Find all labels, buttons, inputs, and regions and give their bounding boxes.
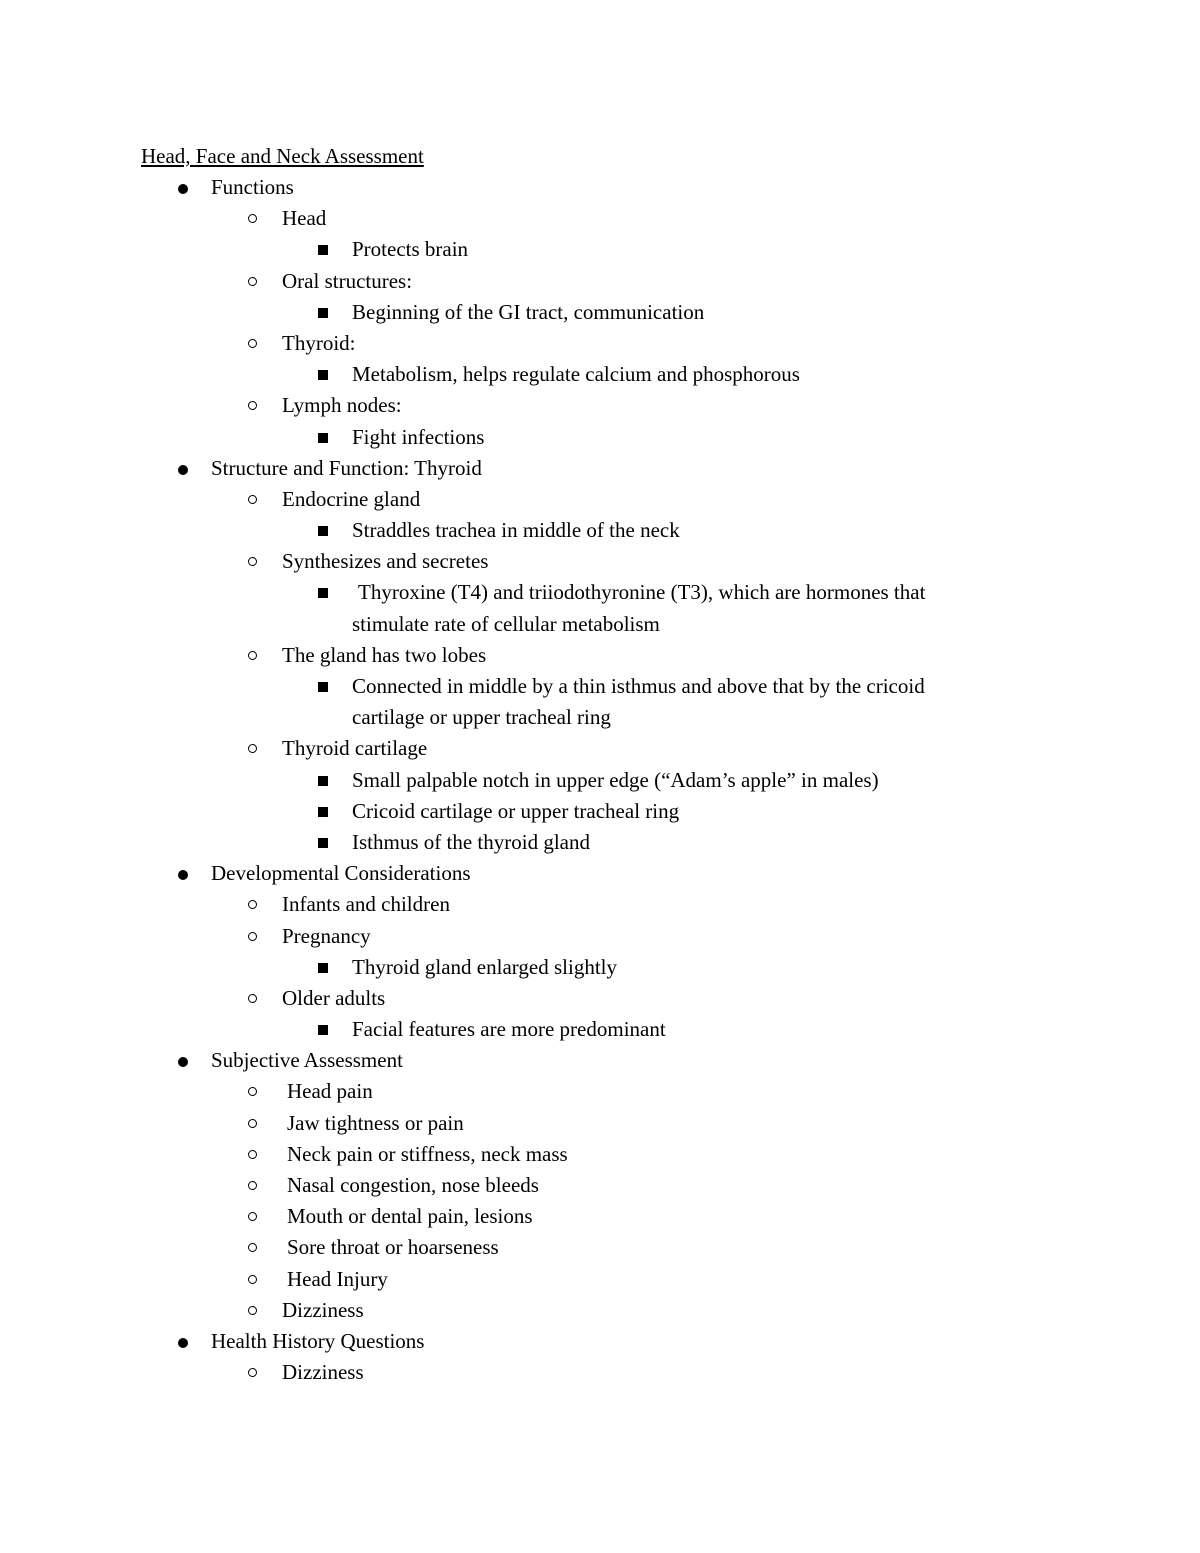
- hollow-circle-bullet-icon: [248, 1119, 257, 1128]
- list-item-level-2: [0, 1139, 1200, 1170]
- hollow-circle-bullet-icon: [248, 214, 257, 223]
- list-item-text: Connected in middle by a thin isthmus and above that by the cricoid: [352, 674, 925, 698]
- list-item-level-3: [0, 359, 1200, 390]
- filled-square-bullet-icon: [318, 963, 328, 973]
- outline-list: [0, 172, 1200, 1388]
- list-item-text: Endocrine gland: [282, 486, 421, 511]
- list-item-text: Thyroid cartilage: [282, 736, 428, 761]
- list-item-text: Protects brain: [352, 237, 469, 262]
- filled-circle-bullet-icon: [178, 870, 188, 880]
- list-item-text: Lymph nodes:: [282, 393, 402, 418]
- filled-square-bullet-icon: [318, 807, 328, 817]
- filled-square-bullet-icon: [318, 245, 328, 255]
- list-item-level-3: [0, 297, 1200, 328]
- list-item-level-2: [0, 546, 1200, 577]
- list-item-level-3: [0, 577, 1200, 608]
- hollow-circle-bullet-icon: [248, 1306, 257, 1315]
- list-item-continuation: [0, 609, 1200, 640]
- list-item-text: Isthmus of the thyroid gland: [352, 829, 590, 854]
- list-item-text: Straddles trachea in middle of the neck: [352, 518, 680, 543]
- list-item-text: Facial features are more predominant: [352, 1017, 666, 1042]
- list-item-text: stimulate rate of cellular metabolism: [352, 611, 660, 636]
- list-item-text: Sore throat or hoarseness: [287, 1235, 499, 1260]
- filled-square-bullet-icon: [318, 838, 328, 848]
- list-item-level-2: [0, 921, 1200, 952]
- hollow-circle-bullet-icon: [248, 932, 257, 941]
- filled-square-bullet-icon: [318, 526, 328, 536]
- list-item-text: Head: [282, 206, 327, 231]
- list-item-text: Structure and Function: Thyroid: [211, 455, 482, 480]
- list-item-text: Metabolism, helps regulate calcium and phosphorous: [352, 362, 800, 387]
- hollow-circle-bullet-icon: [248, 994, 257, 1003]
- list-item-level-2: [0, 1108, 1200, 1139]
- list-item-text: The gland has two lobes: [282, 642, 487, 667]
- list-item-level-2: [0, 1357, 1200, 1388]
- filled-circle-bullet-icon: [178, 184, 188, 194]
- list-item-text: Thyroxine (T4) and triiodothyronine (T3), which are hormones that: [358, 580, 926, 605]
- list-item-level-2: [0, 1295, 1200, 1326]
- list-item-level-2: [0, 390, 1200, 421]
- list-item-text: Synthesizes and secretes: [282, 549, 489, 574]
- list-item-text: Nasal congestion, nose bleeds: [287, 1173, 539, 1197]
- list-item-text: Pregnancy: [282, 923, 371, 948]
- list-item-level-3: [0, 952, 1200, 983]
- list-item-text: Jaw tightness or pain: [287, 1110, 464, 1135]
- list-item-text: Health History Questions: [211, 1328, 425, 1353]
- list-item-level-3: [0, 515, 1200, 546]
- list-item-level-2: [0, 1076, 1200, 1107]
- list-item-text: Subjective Assessment: [211, 1048, 403, 1073]
- list-item-text: Older adults: [282, 985, 386, 1010]
- filled-circle-bullet-icon: [178, 1338, 188, 1348]
- hollow-circle-bullet-icon: [248, 1181, 257, 1190]
- list-item-text: Dizziness: [282, 1297, 364, 1322]
- list-item-level-2: [0, 733, 1200, 764]
- list-item-level-2: [0, 1170, 1200, 1201]
- list-item-level-1: [0, 1045, 1200, 1076]
- list-item-level-2: [0, 203, 1200, 234]
- filled-square-bullet-icon: [318, 588, 328, 598]
- filled-square-bullet-icon: [318, 1025, 328, 1035]
- hollow-circle-bullet-icon: [248, 1087, 257, 1096]
- filled-square-bullet-icon: [318, 433, 328, 443]
- filled-circle-bullet-icon: [178, 1057, 188, 1067]
- hollow-circle-bullet-icon: [248, 1150, 257, 1159]
- list-item-level-1: [0, 453, 1200, 484]
- hollow-circle-bullet-icon: [248, 557, 257, 566]
- list-item-text: Thyroid:: [282, 330, 356, 355]
- list-item-text: Head pain: [287, 1079, 373, 1104]
- list-item-level-3: [0, 796, 1200, 827]
- list-item-text: Fight infections: [352, 424, 485, 449]
- list-item-level-3: [0, 827, 1200, 858]
- list-item-text: Mouth or dental pain, lesions: [287, 1204, 533, 1229]
- list-item-text: Functions: [211, 175, 294, 199]
- hollow-circle-bullet-icon: [248, 1275, 257, 1284]
- list-item-level-1: [0, 1326, 1200, 1357]
- list-item-text: Cricoid cartilage or upper tracheal ring: [352, 798, 680, 823]
- list-item-level-1: [0, 858, 1200, 889]
- hollow-circle-bullet-icon: [248, 1368, 257, 1377]
- filled-square-bullet-icon: [318, 776, 328, 786]
- filled-square-bullet-icon: [318, 370, 328, 380]
- list-item-text: Small palpable notch in upper edge (“Adam’s apple” in males): [352, 767, 879, 792]
- list-item-level-2: [0, 1232, 1200, 1263]
- list-item-level-2: [0, 1264, 1200, 1295]
- list-item-text: Infants and children: [282, 892, 450, 917]
- list-item-level-2: [0, 1201, 1200, 1232]
- hollow-circle-bullet-icon: [248, 277, 257, 286]
- hollow-circle-bullet-icon: [248, 900, 257, 909]
- list-item-level-3: [0, 234, 1200, 265]
- list-item-level-3: [0, 1014, 1200, 1045]
- list-item-level-2: [0, 640, 1200, 671]
- list-item-text: Head Injury: [287, 1266, 388, 1291]
- list-item-text: cartilage or upper tracheal ring: [352, 705, 611, 730]
- filled-square-bullet-icon: [318, 682, 328, 692]
- hollow-circle-bullet-icon: [248, 339, 257, 348]
- hollow-circle-bullet-icon: [248, 1243, 257, 1252]
- hollow-circle-bullet-icon: [248, 495, 257, 504]
- list-item-text: Thyroid gland enlarged slightly: [352, 954, 617, 979]
- hollow-circle-bullet-icon: [248, 401, 257, 410]
- hollow-circle-bullet-icon: [248, 651, 257, 660]
- list-item-level-2: [0, 266, 1200, 297]
- hollow-circle-bullet-icon: [248, 1212, 257, 1221]
- list-item-text: Oral structures:: [282, 268, 413, 293]
- list-item-text: Developmental Considerations: [211, 861, 471, 886]
- list-item-level-2: [0, 983, 1200, 1014]
- list-item-level-3: [0, 765, 1200, 796]
- list-item-level-2: [0, 484, 1200, 515]
- document-title: Head, Face and Neck Assessment: [141, 144, 424, 168]
- list-item-level-1: [0, 172, 1200, 203]
- list-item-level-2: [0, 328, 1200, 359]
- list-item-level-2: [0, 889, 1200, 920]
- list-item-text: Dizziness: [282, 1360, 364, 1385]
- list-item-level-3: [0, 671, 1200, 702]
- list-item-continuation: [0, 702, 1200, 733]
- list-item-text: Neck pain or stiffness, neck mass: [287, 1141, 568, 1166]
- filled-square-bullet-icon: [318, 308, 328, 318]
- list-item-level-3: [0, 422, 1200, 453]
- filled-circle-bullet-icon: [178, 465, 188, 475]
- list-item-text: Beginning of the GI tract, communication: [352, 299, 705, 324]
- hollow-circle-bullet-icon: [248, 744, 257, 753]
